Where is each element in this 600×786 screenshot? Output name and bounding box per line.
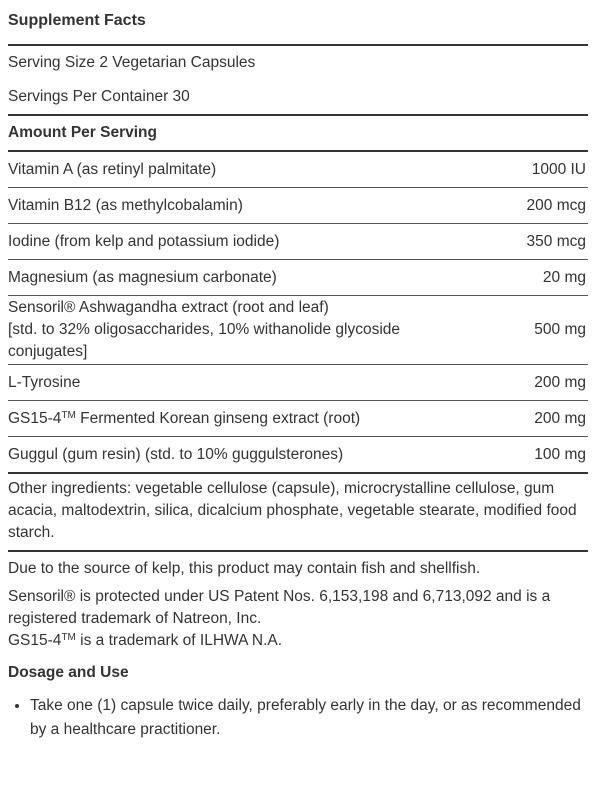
dosage-title: Dosage and Use [8,664,129,681]
ingredient-name: Guggul (gum resin) (std. to 10% guggulsterones) [8,445,344,463]
ingredient-amount: 350 mcg [526,232,586,250]
ingredient-row [8,296,588,364]
ingredient-name [8,410,360,428]
ingredient-name: Vitamin A (as retinyl palmitate) [8,160,217,178]
ingredient-row [8,365,588,400]
ingredient-name-prefix: GS15-4 [8,409,62,427]
ingredient-row [8,437,588,472]
ingredient-name: Iodine (from kelp and potassium iodide) [8,232,280,250]
gs15-suffix: is a trademark of ILHWA N.A. [75,632,283,649]
servings-per-container: Servings Per Container 30 [8,88,190,105]
ingredient-name: Vitamin B12 (as methylcobalamin) [8,196,243,214]
ingredient-name-suffix: Fermented Korean ginseng extract (root) [75,409,361,427]
serving-size: Serving Size 2 Vegetarian Capsules [8,54,256,71]
ingredient-name: L-Tyrosine [8,373,81,391]
ingredient-row [8,188,588,223]
ingredient-name-line: conjugates] [8,343,88,360]
kelp-note: Due to the source of kelp, this product may contain fish and shellfish. [8,560,481,577]
gs15-note [8,630,588,652]
ingredient-name-line: [std. to 32% oligosaccharides, 10% withanolide glycoside [8,321,401,338]
other-ingredients: Other ingredients: vegetable cellulose (capsule), microcrystalline cellulose, gum acacia, maltodextrin, silica, dicalcium phosphate, vegetable stearate, modified food starch. [8,480,577,541]
ingredient-amount: 500 mg [534,321,586,338]
trademark-superscript: TM [61,632,76,643]
ingredient-row [8,152,588,187]
ingredient-amount: 100 mg [534,445,586,463]
ingredient-amount: 200 mcg [526,196,586,214]
dosage-list [8,694,588,742]
ingredient-row [8,401,588,436]
sensoril-note: Sensoril® is protected under US Patent Nos. 6,153,198 and 6,713,092 and is a registered trademark of Natreon, Inc. [8,588,551,627]
ingredient-name [8,297,400,363]
ingredient-amount: 20 mg [542,268,586,286]
ingredient-row [8,224,588,259]
panel-title: Supplement Facts [8,12,146,29]
ingredient-name-line: Sensoril® Ashwagandha extract (root and leaf) [8,299,329,316]
ingredient-amount: 200 mg [534,373,586,391]
ingredient-row [8,260,588,295]
dosage-item: • Take one (1) capsule twice daily, preferably early in the day, or as recommended by a healthcare practitioner. [30,694,588,742]
ingredient-amount: 1000 IU [531,160,586,178]
trademark-superscript: TM [61,409,76,421]
amount-header: Amount Per Serving [8,124,157,141]
ingredient-name: Magnesium (as magnesium carbonate) [8,268,277,286]
ingredient-amount: 200 mg [534,409,586,427]
supplement-facts-panel [8,0,588,742]
gs15-prefix: GS15-4 [8,632,62,649]
